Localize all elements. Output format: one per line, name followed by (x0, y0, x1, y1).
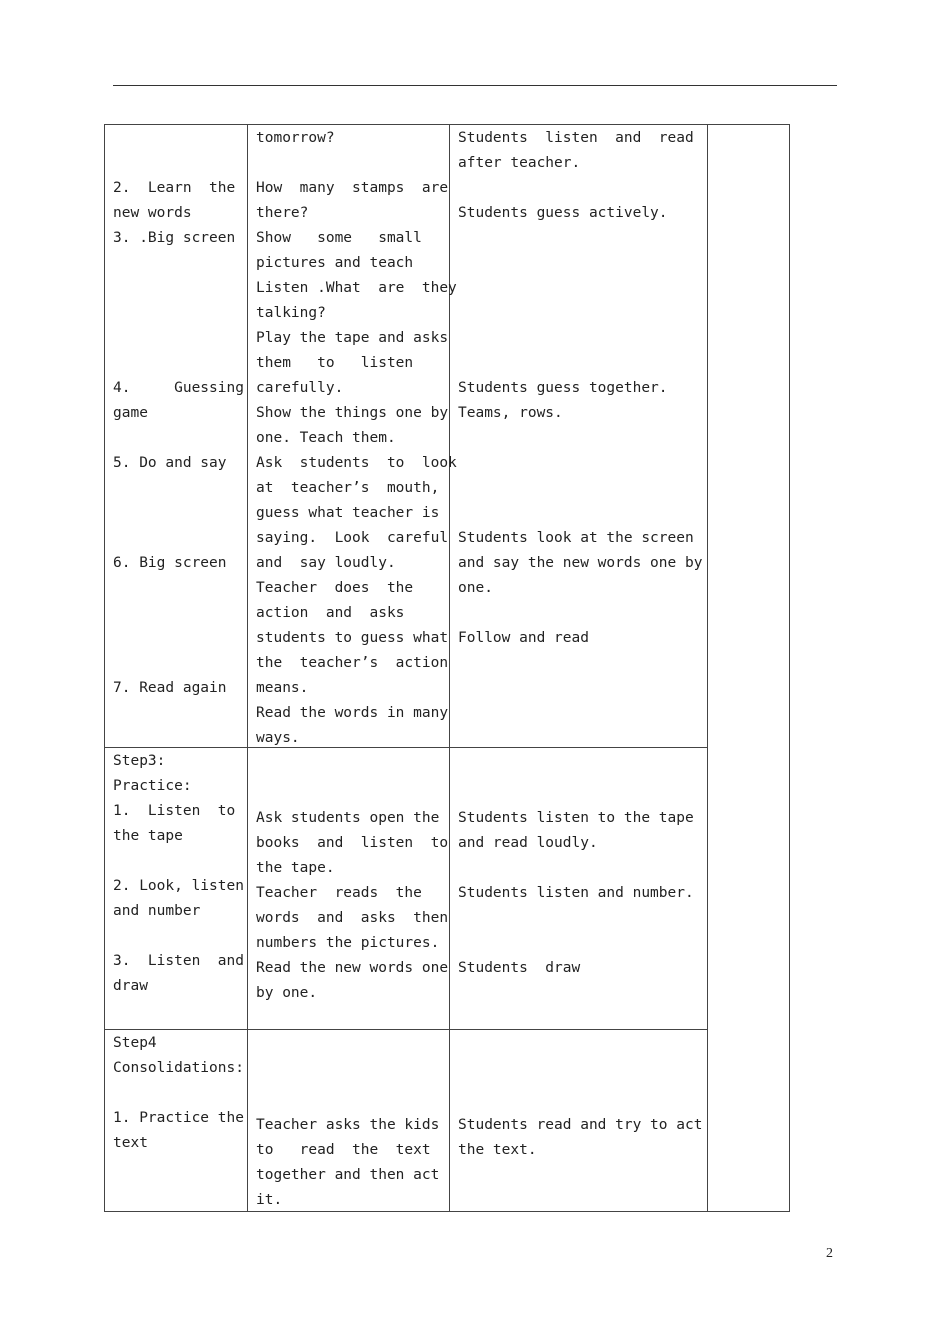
row2-step-cell (113, 749, 244, 999)
blank-line (113, 276, 240, 301)
text-line: them to listen (256, 355, 414, 371)
text-line: 3. Listen and (113, 953, 244, 969)
blank-line (458, 426, 699, 451)
row1-step-cell (113, 126, 244, 701)
text-line: numbers the pictures. (256, 935, 440, 951)
text-line: the teacher’s action (256, 655, 449, 671)
text-line: Ask students open the (256, 810, 440, 826)
text-line: Step4 (113, 1035, 157, 1051)
text-line: the text. (458, 1142, 537, 1158)
text-line: saying. Look careful (256, 530, 449, 546)
text-line: 6. Big screen (113, 555, 227, 571)
text-line: Students guess actively. (458, 205, 668, 221)
blank-line (458, 326, 699, 351)
blank-line (458, 476, 699, 501)
text-line: Students listen and read (458, 130, 694, 146)
blank-line (113, 301, 240, 326)
text-line: talking? (256, 305, 326, 321)
blank-line (113, 576, 240, 601)
blank-line (113, 601, 240, 626)
row3-step-cell (113, 1031, 244, 1156)
text-line: Consolidations: (113, 1060, 244, 1076)
blank-line (256, 1038, 442, 1063)
text-line: 1. Listen to (113, 803, 236, 819)
blank-line (458, 1063, 699, 1088)
text-line: and read loudly. (458, 835, 598, 851)
blank-line (256, 731, 442, 756)
text-line: 1. Practice the (113, 1110, 244, 1126)
text-line: words and asks then (256, 910, 449, 926)
text-line: the tape. (256, 860, 335, 876)
blank-line (113, 924, 240, 949)
text-line: pictures and teach (256, 255, 414, 271)
blank-line (458, 906, 699, 931)
text-line: Listen .What are they (256, 280, 457, 296)
text-line: tomorrow? (256, 130, 335, 146)
text-line: books and listen to (256, 835, 449, 851)
blank-line (458, 301, 699, 326)
text-line: How many stamps are (256, 180, 449, 196)
text-line: there? (256, 205, 309, 221)
text-line: 3. .Big screen (113, 230, 236, 246)
text-line: Teacher asks the kids (256, 1117, 440, 1133)
blank-line (458, 856, 699, 881)
text-line: ways. (256, 730, 300, 746)
blank-line (458, 1038, 699, 1063)
text-line: Students guess together. (458, 380, 668, 396)
lesson-plan-table (104, 124, 790, 1212)
blank-line (458, 451, 699, 476)
text-line: 5. Do and say (113, 455, 227, 471)
blank-line (458, 251, 699, 276)
text-line: the tape (113, 828, 183, 844)
text-line: game (113, 405, 148, 421)
text-line: 2. Learn the (113, 180, 236, 196)
text-line: 7. Read again (113, 680, 227, 696)
text-line: Students read and try to act (458, 1117, 703, 1133)
row2-student-cell (458, 731, 699, 981)
text-line: 2. Look, listen (113, 878, 244, 894)
row-divider-2 (105, 1029, 708, 1030)
text-line: Ask students to look (256, 455, 457, 471)
text-line: 4. Guessing (113, 380, 244, 396)
blank-line (256, 756, 442, 781)
text-line: students to guess what (256, 630, 449, 646)
blank-line (256, 1088, 442, 1113)
text-line: by one. (256, 985, 318, 1001)
blank-line (256, 151, 442, 176)
blank-line (113, 651, 240, 676)
blank-line (113, 426, 240, 451)
text-line: one. Teach them. (256, 430, 396, 446)
text-line: Teacher reads the (256, 885, 422, 901)
text-line: and say the new words one by (458, 555, 703, 571)
text-line: Students look at the screen (458, 530, 694, 546)
blank-line (458, 931, 699, 956)
text-line: Students listen and number. (458, 885, 694, 901)
text-line: at teacher’s mouth, (256, 480, 440, 496)
blank-line (113, 151, 240, 176)
blank-line (458, 756, 699, 781)
row1-teacher-cell (256, 126, 457, 751)
text-line: Show the things one by (256, 405, 449, 421)
blank-line (113, 1081, 240, 1106)
text-line: to read the text (256, 1142, 431, 1158)
text-line: Read the new words one (256, 960, 449, 976)
text-line: Step3: (113, 753, 166, 769)
blank-line (113, 351, 240, 376)
blank-line (458, 1088, 699, 1113)
column-divider-3 (707, 125, 708, 1211)
text-line: new words (113, 205, 192, 221)
blank-line (458, 351, 699, 376)
text-line: Teams, rows. (458, 405, 563, 421)
blank-line (458, 501, 699, 526)
blank-line (113, 476, 240, 501)
blank-line (458, 731, 699, 756)
blank-line (113, 326, 240, 351)
blank-line (458, 226, 699, 251)
blank-line (458, 176, 699, 201)
row3-teacher-cell (256, 1038, 442, 1213)
text-line: together and then act (256, 1167, 440, 1183)
text-line: means. (256, 680, 309, 696)
text-line: Play the tape and asks (256, 330, 449, 346)
text-line: action and asks (256, 605, 405, 621)
text-line: carefully. (256, 380, 344, 396)
blank-line (458, 781, 699, 806)
blank-line (113, 849, 240, 874)
text-line: Students listen to the tape (458, 810, 694, 826)
page-number: 2 (826, 1246, 833, 1261)
text-line: draw (113, 978, 148, 994)
row1-student-cell (458, 126, 703, 651)
blank-line (256, 781, 442, 806)
text-line: Show some small (256, 230, 422, 246)
text-line: and say loudly. (256, 555, 396, 571)
row2-teacher-cell (256, 731, 449, 1006)
blank-line (113, 626, 240, 651)
blank-line (256, 1063, 442, 1088)
blank-line (113, 251, 240, 276)
blank-line (113, 526, 240, 551)
row3-student-cell (458, 1038, 703, 1163)
header-rule (113, 85, 837, 86)
text-line: text (113, 1135, 148, 1151)
text-line: after teacher. (458, 155, 581, 171)
text-line: and number (113, 903, 201, 919)
text-line: guess what teacher is (256, 505, 440, 521)
text-line: Read the words in many (256, 705, 449, 721)
column-divider-1 (247, 125, 248, 1211)
text-line: Students draw (458, 960, 581, 976)
text-line: it. (256, 1192, 283, 1208)
text-line: Follow and read (458, 630, 589, 646)
text-line: one. (458, 580, 493, 596)
text-line: Practice: (113, 778, 192, 794)
blank-line (458, 601, 699, 626)
blank-line (113, 501, 240, 526)
text-line: Teacher does the (256, 580, 414, 596)
blank-line (458, 276, 699, 301)
blank-line (113, 126, 240, 151)
